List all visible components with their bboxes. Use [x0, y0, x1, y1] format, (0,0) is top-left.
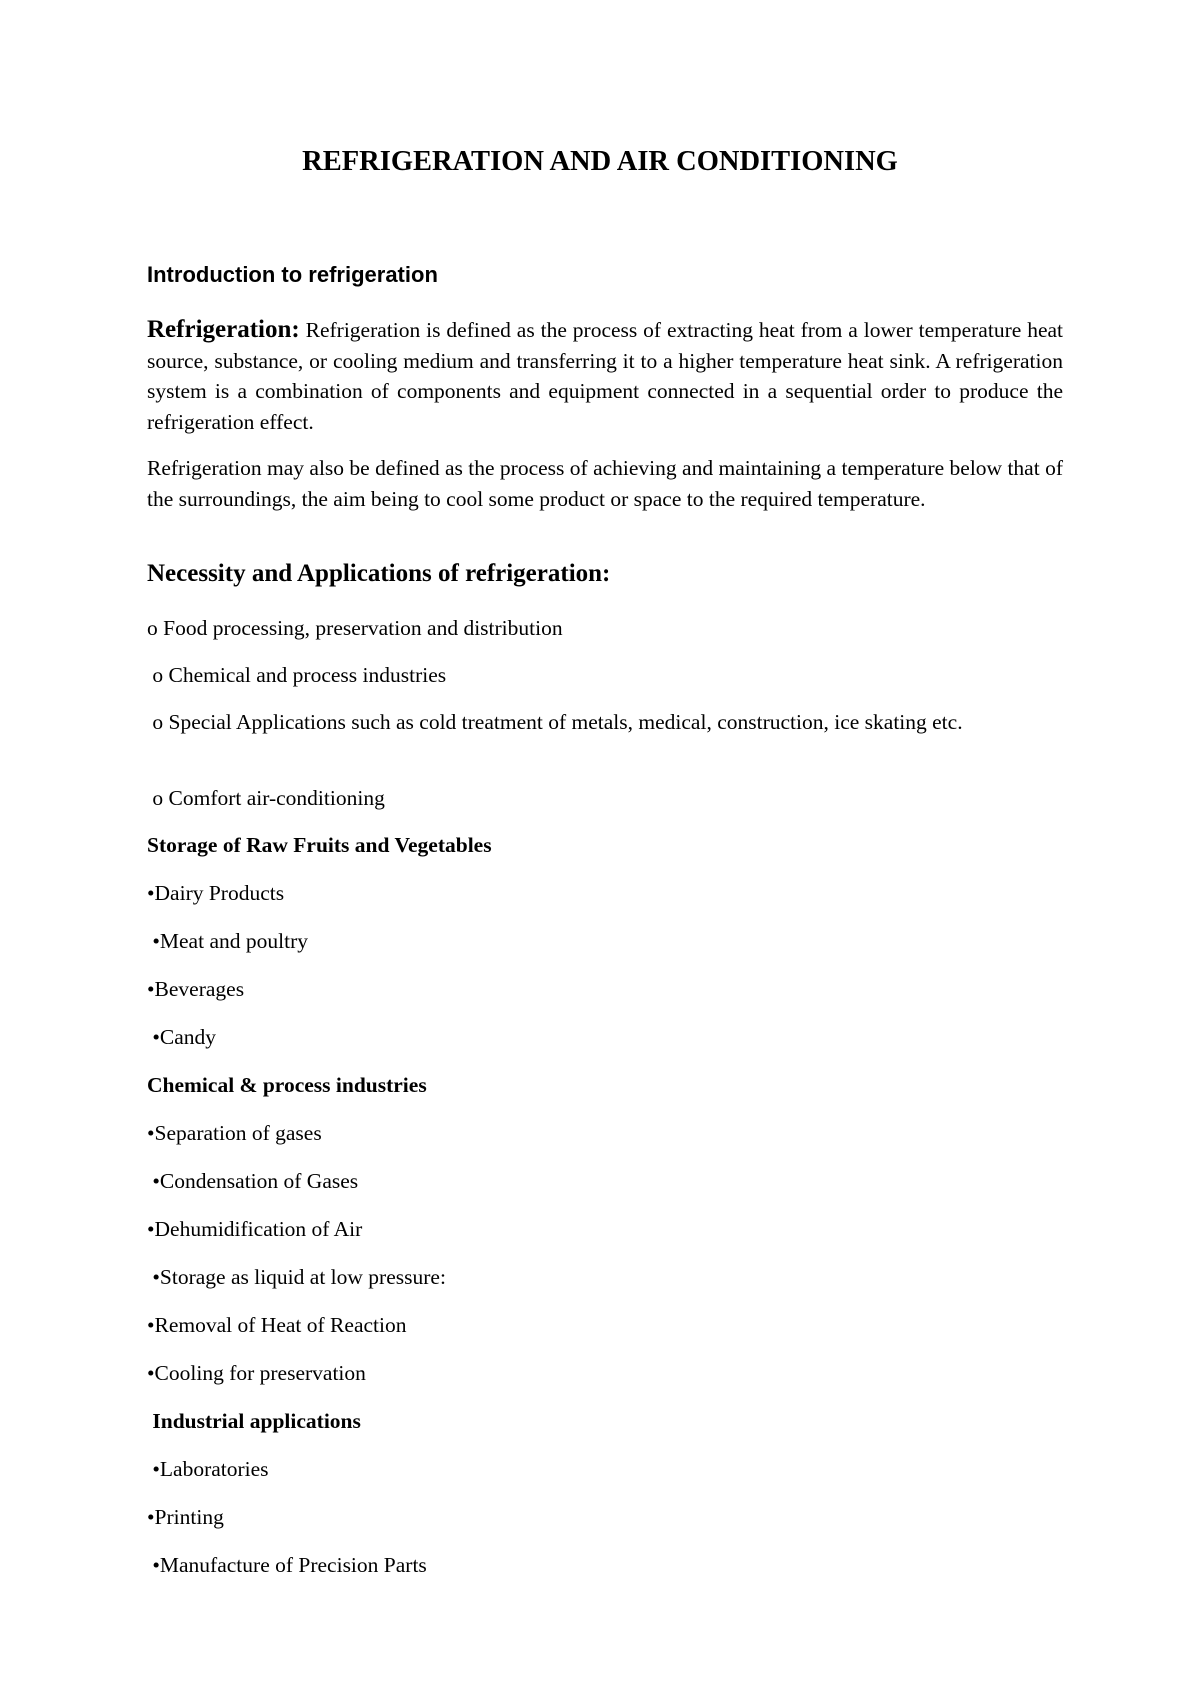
- industrial-item: •Laboratories: [147, 1457, 269, 1481]
- intro-heading: Introduction to refrigeration: [147, 262, 438, 287]
- storage-item: •Beverages: [147, 977, 245, 1001]
- storage-item: •Meat and poultry: [147, 929, 308, 953]
- chemical-item: •Separation of gases: [147, 1121, 322, 1145]
- chemical-item: •Condensation of Gases: [147, 1169, 359, 1193]
- chemical-heading: Chemical & process industries: [147, 1073, 427, 1097]
- industrial-item: •Manufacture of Precision Parts: [147, 1553, 427, 1577]
- definition-lead: Refrigeration:: [147, 316, 300, 343]
- storage-item: •Dairy Products: [147, 881, 285, 905]
- industrial-item: •Printing: [147, 1505, 224, 1529]
- necessity-heading: Necessity and Applications of refrigeration:: [147, 560, 611, 587]
- application-item: o Special Applications such as cold treatment of metals, medical, construction, ice skating etc.: [147, 710, 963, 734]
- chemical-item: •Storage as liquid at low pressure:: [147, 1265, 446, 1289]
- chemical-item: •Dehumidification of Air: [147, 1217, 363, 1241]
- application-item: o Food processing, preservation and distribution: [147, 616, 563, 640]
- second-definition-paragraph: Refrigeration may also be defined as the process of achieving and maintaining a temperature below that of the surroundings, the aim being to cool some product or space to the required temperature.: [147, 456, 1063, 511]
- application-item: o Comfort air-conditioning: [147, 786, 385, 810]
- definition-paragraph: [147, 315, 1063, 437]
- chemical-item: •Removal of Heat of Reaction: [147, 1313, 407, 1337]
- application-item: o Chemical and process industries: [147, 663, 447, 687]
- document-title: REFRIGERATION AND AIR CONDITIONING: [302, 146, 898, 177]
- definition-text: Refrigeration is defined as the process of extracting heat from a lower temperature heat source, substance, or cooling medium and transferring it to a higher temperature heat sink. A refrigeration system is a combination of components and equipment connected in a sequential order to produce the refrigeration effect.: [147, 318, 1063, 434]
- storage-item: •Candy: [147, 1025, 217, 1049]
- storage-heading: Storage of Raw Fruits and Vegetables: [147, 833, 492, 857]
- chemical-item: •Cooling for preservation: [147, 1361, 366, 1385]
- industrial-heading: Industrial applications: [147, 1409, 361, 1433]
